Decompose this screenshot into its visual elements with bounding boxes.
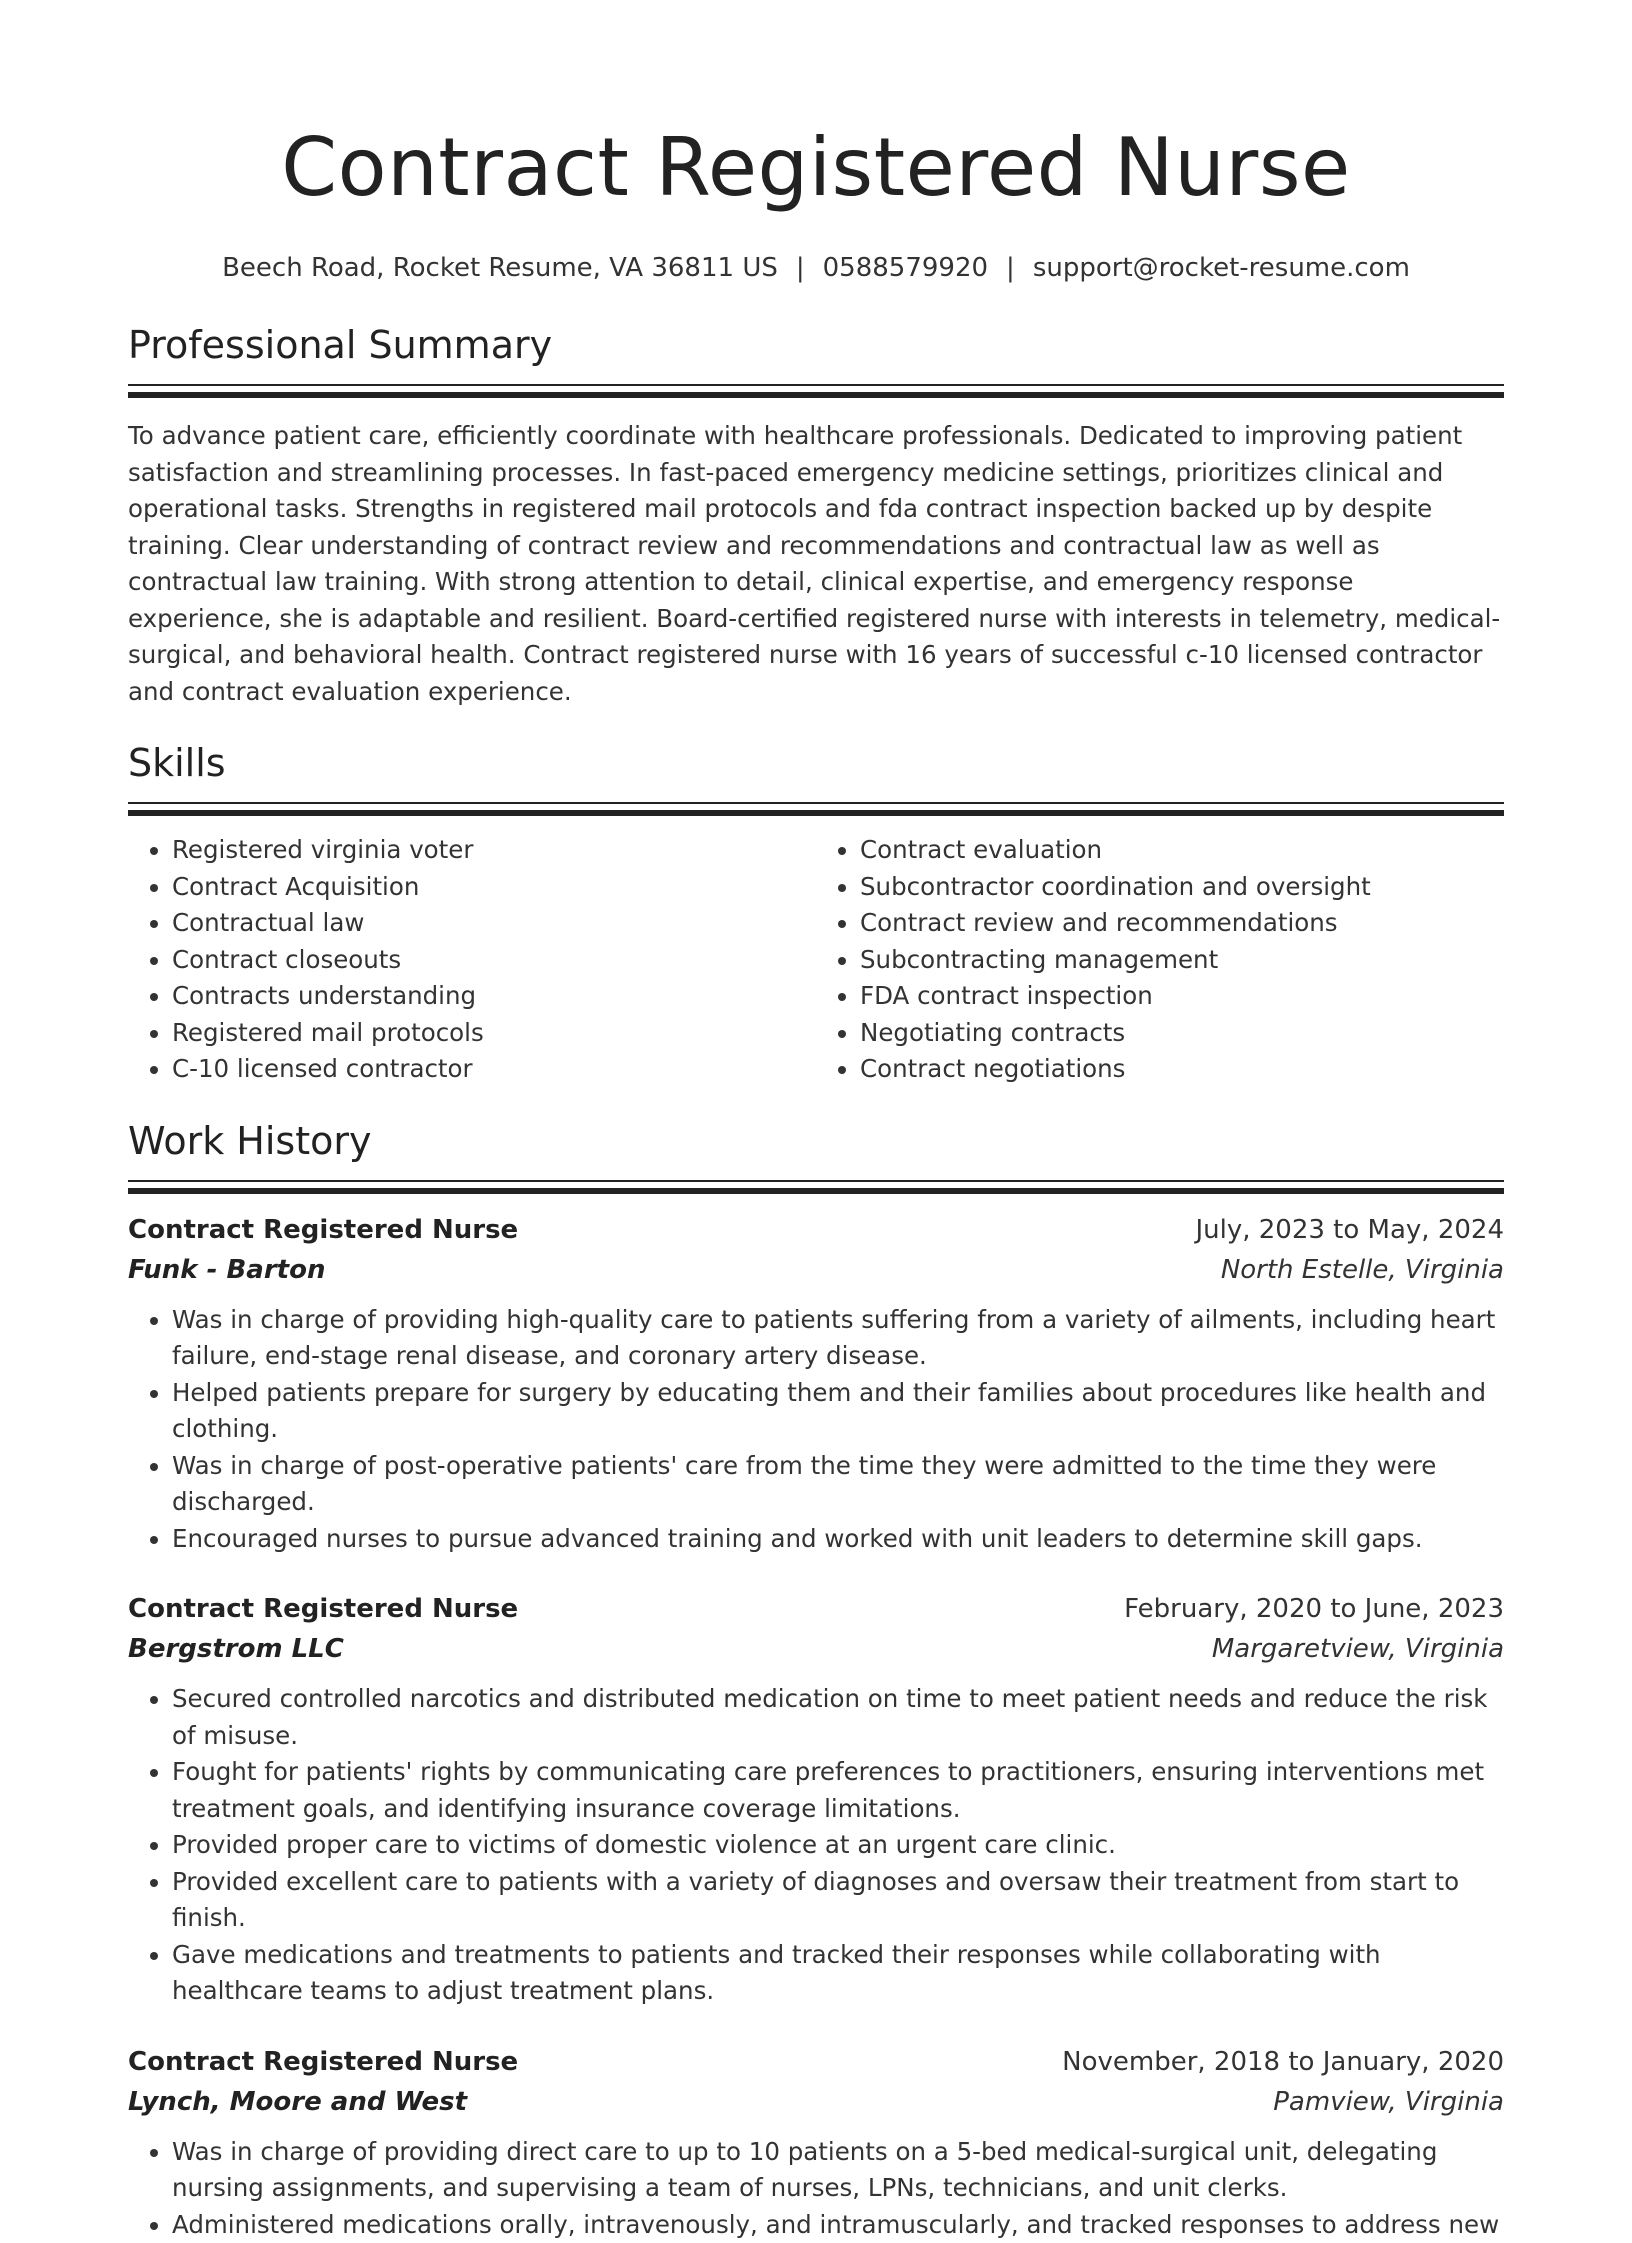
job-company: Funk - Barton [128, 1250, 325, 1290]
skill-item: • Registered virginia voter [172, 832, 816, 869]
job-bullet: • Was in charge of providing high-quality care to patients suffering from a variety of ailments, including heart failure, end-stage renal disease, and coronary artery disease. [172, 1302, 1504, 1375]
job-bullet: • Administered medications orally, intravenously, and intramuscularly, and tracked responses to address new [172, 2207, 1504, 2243]
job-dates: February, 2020 to June, 2023 [1124, 1589, 1504, 1629]
contact-phone: 0588579920 [823, 253, 988, 283]
job-location: Pamview, Virginia [1273, 2082, 1504, 2122]
skill-item: • Contracts understanding [172, 978, 816, 1015]
job-bullet: • Gave medications and treatments to patients and tracked their responses while collaborating with healthcare teams to adjust treatment plans. [172, 1937, 1504, 2010]
skill-item: • Contract Acquisition [172, 869, 816, 906]
skill-item: • C-10 licensed contractor [172, 1051, 816, 1088]
job-bullet: • Fought for patients' rights by communicating care preferences to practitioners, ensuring interventions met treatment goals, and identifying insurance coverage limitations. [172, 1754, 1504, 1827]
summary-section [128, 320, 1504, 710]
job-bullets [128, 1681, 1504, 2010]
job-bullets [128, 1302, 1504, 1558]
job-title: Contract Registered Nurse [128, 1589, 518, 1629]
skill-item: • Subcontracting management [860, 942, 1504, 979]
section-title-skills: Skills [128, 738, 1504, 788]
job-dates: November, 2018 to January, 2020 [1062, 2042, 1504, 2082]
job-bullet: • Provided proper care to victims of domestic violence at an urgent care clinic. [172, 1827, 1504, 1864]
job-title: Contract Registered Nurse [128, 1210, 518, 1250]
skills-list-left [128, 832, 816, 1088]
job-dates: July, 2023 to May, 2024 [1195, 1210, 1504, 1250]
job-bullets [128, 2134, 1504, 2243]
job-bullet: • Helped patients prepare for surgery by educating them and their families about procedures like health and clothing. [172, 1375, 1504, 1448]
skill-item: • Negotiating contracts [860, 1015, 1504, 1052]
job-bullet: • Encouraged nurses to pursue advanced training and worked with unit leaders to determine skill gaps. [172, 1521, 1504, 1558]
contact-email[interactable]: support@rocket-resume.com [1033, 253, 1410, 283]
section-divider [128, 384, 1504, 398]
skill-item: • Contract closeouts [172, 942, 816, 979]
skill-item: • Registered mail protocols [172, 1015, 816, 1052]
skills-list-right [816, 832, 1504, 1088]
work-section [128, 1116, 1504, 2243]
section-divider [128, 1180, 1504, 1194]
contact-separator: | [1006, 250, 1015, 286]
contact-line [128, 250, 1504, 286]
skill-item: • FDA contract inspection [860, 978, 1504, 1015]
job-entry [128, 1589, 1504, 2010]
section-divider [128, 802, 1504, 816]
job-location: Margaretview, Virginia [1212, 1629, 1504, 1669]
skills-columns [128, 832, 1504, 1088]
skill-item: • Contract review and recommendations [860, 905, 1504, 942]
job-title: Contract Registered Nurse [128, 2042, 518, 2082]
job-bullet: • Was in charge of post-operative patients' care from the time they were admitted to the time they were discharged. [172, 1448, 1504, 1521]
summary-text: To advance patient care, efficiently coordinate with healthcare professionals. Dedicated to improving patient satisfaction and streamlining processes. In fast-paced emergency medicine settings, prioritizes clinical and operational tasks. Strengths in registered mail protocols and fda contract inspection backed up by despite training. Clear understanding of contract review and recommendations and contractual law as well as contractual law training. With strong attention to detail, clinical expertise, and emergency response experience, she is adaptable and resilient. Board-certified registered nurse with interests in telemetry, medical-surgical, and behavioral health. Contract registered nurse with 16 years of successful c-10 licensed contractor and contract evaluation experience. [128, 418, 1504, 710]
job-entry [128, 2042, 1504, 2243]
section-title-summary: Professional Summary [128, 320, 1504, 370]
job-bullet: • Secured controlled narcotics and distributed medication on time to meet patient needs and reduce the risk of misuse. [172, 1681, 1504, 1754]
resume-name: Contract Registered Nurse [128, 0, 1504, 218]
job-bullet: • Provided excellent care to patients with a variety of diagnoses and oversaw their treatment from start to finish. [172, 1864, 1504, 1937]
contact-separator: | [796, 250, 805, 286]
job-company: Lynch, Moore and West [128, 2082, 467, 2122]
contact-address: Beech Road, Rocket Resume, VA 36811 US [222, 253, 778, 283]
job-entry [128, 1210, 1504, 1558]
section-title-work: Work History [128, 1116, 1504, 1166]
skill-item: • Contract evaluation [860, 832, 1504, 869]
job-location: North Estelle, Virginia [1221, 1250, 1504, 1290]
job-bullet: • Was in charge of providing direct care to up to 10 patients on a 5-bed medical-surgical unit, delegating nursing assignments, and supervising a team of nurses, LPNs, technicians, and unit clerks. [172, 2134, 1504, 2207]
skills-section [128, 738, 1504, 1088]
skill-item: • Contractual law [172, 905, 816, 942]
skill-item: • Contract negotiations [860, 1051, 1504, 1088]
skill-item: • Subcontractor coordination and oversight [860, 869, 1504, 906]
job-company: Bergstrom LLC [128, 1629, 344, 1669]
